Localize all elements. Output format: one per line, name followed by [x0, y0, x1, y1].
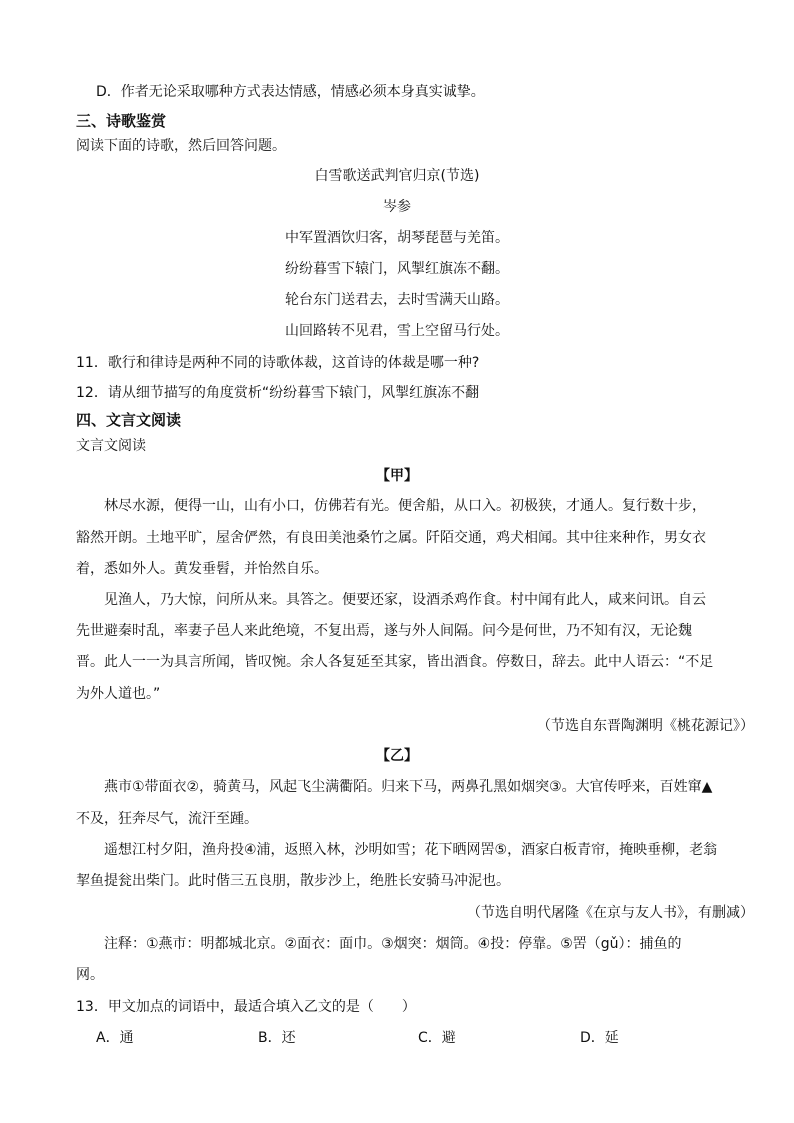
passage-yi-line: 遥想江村夕阳，渔舟投④浦，返照入林，沙明如雪；花下晒网罟⑤，酒家白板青帘，掩映垂柳，老翁: [104, 842, 718, 858]
passage-jia-line: 林尽水源，便得一山，山有小口，仿佛若有光。便舍船，从口入。初极狭，才通人。复行数十步，: [104, 498, 706, 514]
section-3-title: 三、诗歌鉴赏: [76, 112, 167, 130]
option-d: D．作者无论采取哪种方式表达情感，情感必须本身真实诚挚。: [96, 84, 485, 100]
poem-title: 白雪歌送武判官归京(节选): [314, 168, 480, 184]
annotation-notes-cont: 网。: [76, 967, 104, 983]
poem-line-2: 纷纷暮雪下辕门，风掣红旗冻不翻。: [285, 261, 509, 277]
passage-yi-line: 挈鱼提瓮出柴门。此时偕三五良朋，散步沙上，绝胜长安骑马冲泥也。: [76, 873, 510, 889]
passage-yi-title: 【乙】: [376, 748, 418, 764]
question-13: 13．甲文加点的词语中，最适合填入乙文的是（ ）: [76, 999, 416, 1015]
passage-yi-line: 燕市①带面衣②，骑黄马，风起飞尘满衢陌。归来下马，两鼻孔黑如烟突③。大官传呼来，百姓窜▲: [104, 779, 713, 795]
option-a: A．通: [96, 1030, 134, 1046]
passage-jia-line: 豁然开朗。土地平旷，屋舍俨然，有良田美池桑竹之属。阡陌交通，鸡犬相闻。其中往来种作，男女衣: [76, 530, 706, 546]
passage-jia-line: 晋。此人一一为具言所闻，皆叹惋。余人各复延至其家，皆出酒食。停数日，辞去。此中人语云：“不足: [76, 654, 714, 670]
poem-line-4: 山回路转不见君，雪上空留马行处。: [285, 323, 509, 339]
section-3-instruction: 阅读下面的诗歌，然后回答问题。: [76, 138, 286, 154]
question-11: 11．歌行和律诗是两种不同的诗歌体裁，这首诗的体裁是哪一种?: [76, 355, 480, 371]
passage-jia-source: （节选自东晋陶渊明《桃花源记》）: [537, 718, 754, 734]
passage-jia-title: 【甲】: [376, 468, 418, 484]
poem-line-1: 中军置酒饮归客，胡琴琵琶与羌笛。: [285, 230, 509, 246]
annotation-notes: 注释：①燕市：明都城北京。②面衣：面巾。③烟突：烟筒。④投：停靠。⑤罟（gǔ）：捕鱼的: [104, 936, 682, 952]
passage-yi-source: （节选自明代屠隆《在京与友人书》，有删减）: [467, 905, 754, 921]
option-c: C．避: [418, 1030, 456, 1046]
section-4-title: 四、文言文阅读: [76, 411, 182, 429]
poem-author: 岑参: [383, 199, 411, 215]
passage-yi-line: 不及，狂奔尽气，流汗至踵。: [76, 811, 258, 827]
passage-jia-line: 见渔人，乃大惊，问所从来。具答之。便要还家，设酒杀鸡作食。村中闻有此人，咸来问讯。自云: [104, 592, 706, 608]
question-12: 12．请从细节描写的角度赏析“纷纷暮雪下辕门，风掣红旗冻不翻: [76, 385, 480, 401]
poem-line-3: 轮台东门送君去，去时雪满天山路。: [285, 292, 509, 308]
passage-jia-line: 为外人道也。”: [76, 686, 161, 702]
passage-jia-line: 着，悉如外人。黄发垂髫，并怡然自乐。: [76, 561, 328, 577]
option-b: B．还: [258, 1030, 296, 1046]
option-d-q13: D．延: [580, 1030, 619, 1046]
section-4-subtitle: 文言文阅读: [76, 438, 146, 454]
passage-jia-line: 先世避秦时乱，率妻子邑人来此绝境，不复出焉，遂与外人间隔。问今是何世，乃不知有汉，无论魏: [76, 623, 692, 639]
